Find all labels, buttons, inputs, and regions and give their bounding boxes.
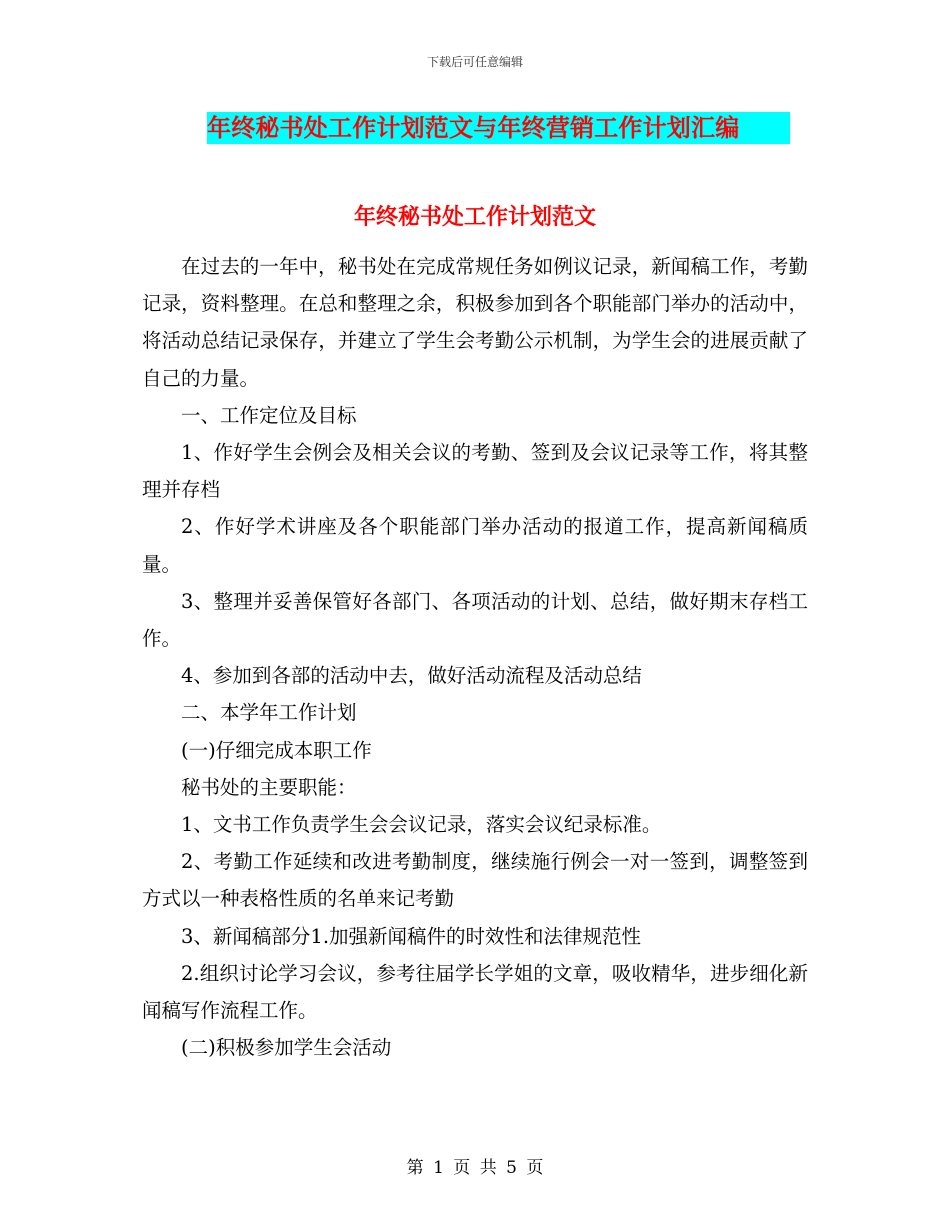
main-title-container	[207, 112, 790, 144]
heading-plan: 二、本学年工作计划	[181, 701, 357, 725]
header-note: 下载后可任意编辑	[426, 55, 523, 69]
list-item: 3、新闻稿部分1.加强新闻稿件的时效性和法律规范性	[181, 924, 642, 948]
heading-goals: 一、工作定位及目标	[181, 403, 357, 427]
list-item: 4、参加到各部的活动中去，做好活动流程及活动总结	[181, 664, 642, 688]
list-item: 2.组织讨论学习会议，参考往届学长学姐的文章，吸收精华，进步细化新闻稿写作流程工作。	[142, 961, 808, 1023]
list-item: 3、整理并妥善保管好各部门、各项活动的计划、总结，做好期末存档工作。	[142, 589, 808, 651]
subheading-activities: (二)积极参加学生会活动	[181, 1036, 392, 1060]
paragraph-intro: 在过去的一年中，秘书处在完成常规任务如例议记录，新闻稿工作，考勤记录，资料整理。在总和整理之余，积极参加到各个职能部门举办的活动中，将活动总结记录保存，并建立了学生会考勤公示机制，为学生会的进展贡献了自己的力量。	[142, 255, 808, 390]
main-title: 年终秘书处工作计划范文与年终营销工作计划汇编	[207, 112, 790, 144]
list-item: 1、作好学生会例会及相关会议的考勤、签到及会议记录等工作，将其整理并存档	[142, 441, 808, 502]
body-content	[142, 248, 808, 1066]
paragraph-functions: 秘书处的主要职能：	[181, 775, 357, 799]
section-title: 年终秘书处工作计划范文	[353, 205, 596, 230]
subheading-duties: (一)仔细完成本职工作	[181, 738, 372, 762]
list-item: 1、文书工作负责学生会会议记录，落实会议纪录标准。	[181, 813, 662, 837]
list-item: 2、考勤工作延续和改进考勤制度，继续施行例会一对一签到，调整签到方式以一种表格性质的名单来记考勤	[142, 850, 808, 911]
page-footer: 第 1 页 共 5 页	[406, 1158, 544, 1178]
list-item: 2、作好学术讲座及各个职能部门举办活动的报道工作，提高新闻稿质量。	[142, 515, 808, 576]
